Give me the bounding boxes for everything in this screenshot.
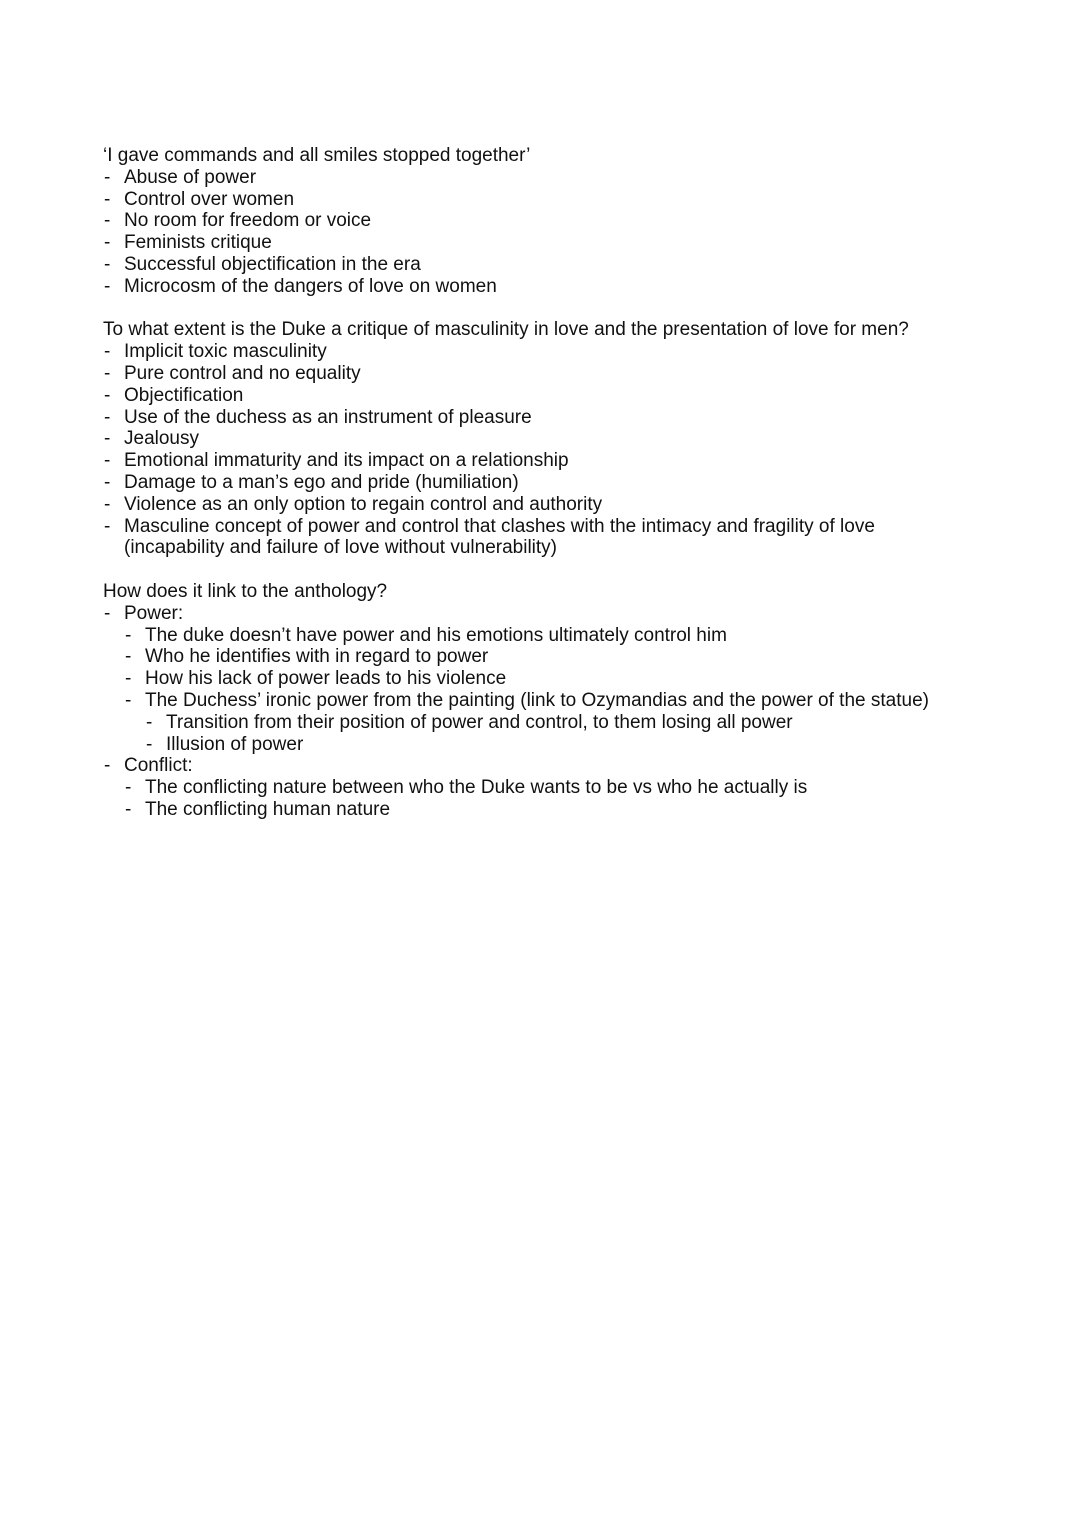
quote-section: [103, 145, 1003, 298]
dash-bullet: [146, 734, 158, 756]
masculinity-points-list: [103, 341, 1003, 559]
anthology-themes-list: [103, 603, 1003, 821]
conflict-label: Conflict:: [124, 755, 193, 777]
dash-bullet: [104, 428, 116, 450]
list-item-power: [103, 603, 1003, 756]
power-points-list: [124, 625, 1003, 756]
list-item-conflict: [103, 755, 1003, 820]
masculinity-heading: To what extent is the Duke a critique of masculinity in love and the presentation of love for men?: [103, 319, 909, 341]
conflict-points-list: [124, 777, 1003, 821]
dash-bullet: [104, 254, 116, 276]
list-item: - The Duchess’ ironic power from the painting (link to Ozymandias and the power of the statue) - Transition from their position of power and control, to them losing all power - Illusion of power: [124, 690, 935, 755]
list-item: - Feminists critique: [103, 232, 1003, 254]
list-item: - The conflicting human nature: [124, 799, 1003, 821]
list-item: - The conflicting nature between who the Duke wants to be vs who he actually is: [124, 777, 1003, 799]
dash-bullet: [104, 407, 116, 429]
power-label: Power:: [124, 602, 184, 624]
list-item: - The duke doesn’t have power and his emotions ultimately control him: [124, 625, 1003, 647]
dash-bullet: [125, 646, 137, 668]
quote-heading: ‘I gave commands and all smiles stopped together’: [103, 145, 531, 166]
list-item: - Implicit toxic masculinity: [103, 341, 1003, 363]
dash-bullet: [104, 494, 116, 516]
document-page: [103, 145, 1003, 843]
dash-bullet: [104, 755, 116, 777]
dash-bullet: [104, 189, 116, 211]
list-item: - Emotional immaturity and its impact on a relationship: [103, 450, 1003, 472]
masculinity-section: [103, 319, 1003, 559]
list-item: - Masculine concept of power and control that clashes with the intimacy and fragility of love (incapability and failure of love without vulnerability): [103, 516, 944, 560]
list-item: - Pure control and no equality: [103, 363, 1003, 385]
list-item: - Who he identifies with in regard to power: [124, 646, 1003, 668]
dash-bullet: [104, 276, 116, 298]
dash-bullet: [104, 363, 116, 385]
quote-points-list: [103, 167, 1003, 298]
dash-bullet: [104, 450, 116, 472]
list-item: - How his lack of power leads to his violence: [124, 668, 1003, 690]
list-item: - Use of the duchess as an instrument of pleasure: [103, 407, 1003, 429]
list-item: - Violence as an only option to regain control and authority: [103, 494, 1003, 516]
dash-bullet: [125, 777, 137, 799]
dash-bullet: [104, 472, 116, 494]
dash-bullet: [104, 603, 116, 625]
dash-bullet: [104, 232, 116, 254]
list-item: - Successful objectification in the era: [103, 254, 1003, 276]
list-item: - Jealousy: [103, 428, 1003, 450]
list-item: - Illusion of power: [145, 734, 935, 756]
dash-bullet: [104, 167, 116, 189]
dash-bullet: [104, 385, 116, 407]
list-item: - Objectification: [103, 385, 1003, 407]
dash-bullet: [125, 625, 137, 647]
dash-bullet: [146, 712, 158, 734]
list-item: - Microcosm of the dangers of love on women: [103, 276, 1003, 298]
list-item: - Damage to a man’s ego and pride (humiliation): [103, 472, 1003, 494]
anthology-heading: How does it link to the anthology?: [103, 580, 388, 602]
list-item: - Control over women: [103, 189, 1003, 211]
list-item: - Abuse of power: [103, 167, 1003, 189]
dash-bullet: [104, 210, 116, 232]
dash-bullet: [104, 516, 116, 538]
list-item: - No room for freedom or voice: [103, 210, 1003, 232]
list-item: - Transition from their position of power and control, to them losing all power: [145, 712, 935, 734]
dash-bullet: [104, 341, 116, 363]
dash-bullet: [125, 668, 137, 690]
dash-bullet: [125, 799, 137, 821]
power-subpoints-list: [145, 712, 935, 756]
dash-bullet: [125, 690, 137, 712]
anthology-section: [103, 581, 1003, 821]
